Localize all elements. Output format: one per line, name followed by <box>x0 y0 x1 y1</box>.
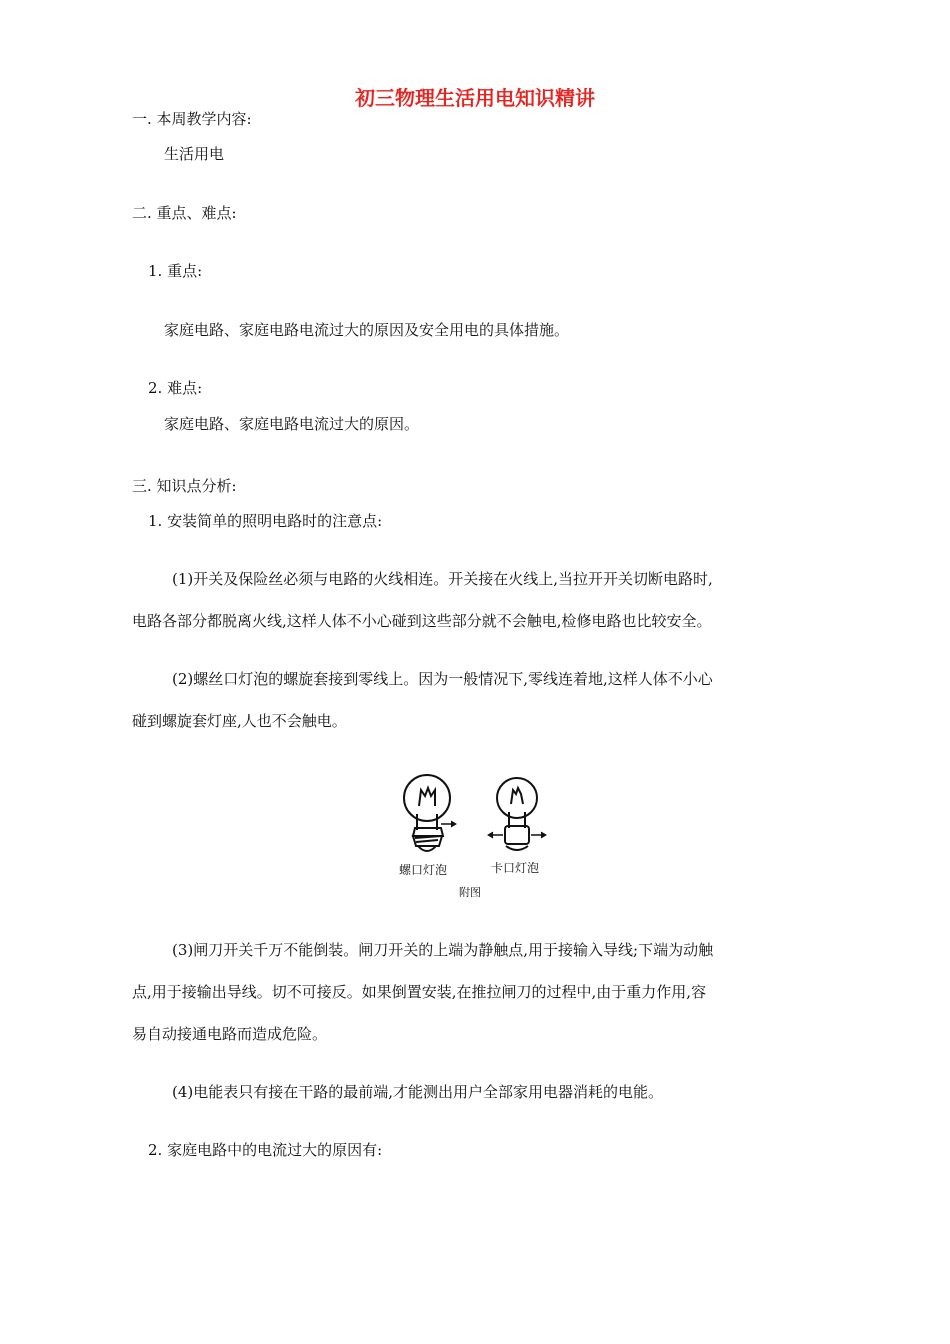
bayonet-bulb-icon <box>488 778 546 850</box>
item-2-line-1: (2)螺丝口灯泡的螺旋套接到零线上。因为一般情况下,零线连着地,这样人体不小心 <box>172 670 713 688</box>
section-1-body: 生活用电 <box>164 145 225 163</box>
knowledge-2-heading: 2. 家庭电路中的电流过大的原因有: <box>148 1141 383 1159</box>
screw-bulb-label: 螺口灯泡 <box>399 863 448 877</box>
bulb-figure <box>385 764 565 904</box>
knowledge-1-heading: 1. 安装简单的照明电路时的注意点: <box>148 512 383 530</box>
document-title: 初三物理生活用电知识精讲 <box>355 86 595 110</box>
screw-bulb-icon <box>404 775 456 851</box>
item-2-line-2: 碰到螺旋套灯座,人也不会触电。 <box>132 712 347 730</box>
item-1-line-2: 电路各部分都脱离火线,这样人体不小心碰到这些部分就不会触电,检修电路也比较安全。 <box>132 612 712 630</box>
difficult-point-heading: 2. 难点: <box>148 379 203 397</box>
section-1-heading: 一. 本周教学内容: <box>132 110 252 128</box>
item-4-line-1: (4)电能表只有接在干路的最前端,才能测出用户全部家用电器消耗的电能。 <box>172 1083 664 1101</box>
key-point-heading: 1. 重点: <box>148 262 203 280</box>
item-3-line-2: 点,用于接输出导线。切不可接反。如果倒置安装,在推拉闸刀的过程中,由于重力作用,容 <box>132 983 707 1001</box>
item-3-line-3: 易自动接通电路而造成危险。 <box>132 1025 328 1043</box>
item-3-line-1: (3)闸刀开关千万不能倒装。闸刀开关的上端为静触点,用于接输入导线;下端为动触 <box>172 941 714 959</box>
section-3-heading: 三. 知识点分析: <box>132 477 237 495</box>
difficult-point-body: 家庭电路、家庭电路电流过大的原因。 <box>164 415 420 433</box>
figure-caption: 附图 <box>459 886 481 899</box>
bayonet-bulb-label: 卡口灯泡 <box>491 861 540 875</box>
item-1-line-1: (1)开关及保险丝必须与电路的火线相连。开关接在火线上,当拉开开关切断电路时, <box>172 570 713 588</box>
key-point-body: 家庭电路、家庭电路电流过大的原因及安全用电的具体措施。 <box>164 321 570 339</box>
section-2-heading: 二. 重点、难点: <box>132 204 237 222</box>
